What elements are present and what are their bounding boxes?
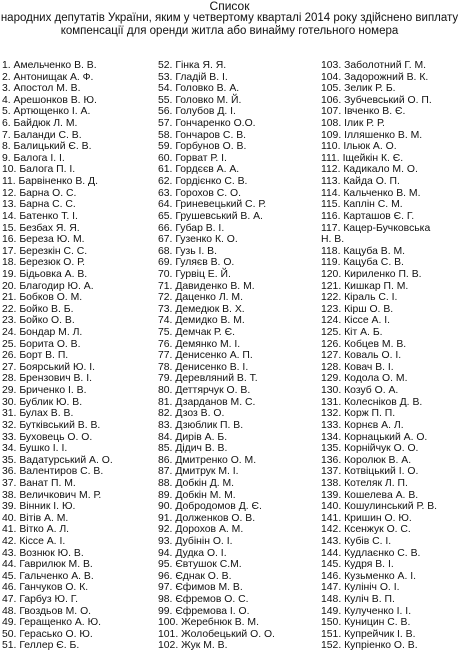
list-item: 51. Геллер Є. Б.: [2, 640, 80, 652]
list-item: 62. Гордієнко С. В.: [158, 176, 248, 188]
list-item: 68. Гузь І. В.: [158, 245, 217, 257]
list-item: 115. Каплін С. М.: [321, 199, 403, 211]
list-item: 102. Жук М. В.: [158, 640, 228, 652]
list-item: 15. Безбах Я. Я.: [2, 222, 80, 234]
list-item: 12. Барна О. С.: [2, 187, 77, 199]
list-item: 3. Апостол М. В.: [2, 83, 81, 95]
list-item: 134. Корнацький А. О.: [321, 431, 428, 443]
list-item: 13. Барна С. С.: [2, 199, 76, 211]
list-item: 31. Булах В. В.: [2, 408, 74, 420]
list-item: 105. Зелик Р. Б.: [321, 83, 396, 95]
list-item: 56. Голубов Д. І.: [158, 106, 236, 118]
list-item: 94. Дудка О. І.: [158, 547, 227, 559]
list-item: 21. Бобков О. М.: [2, 292, 83, 304]
list-item: 22. Бойко В. Б.: [2, 303, 74, 315]
list-item: 122. Кіраль С. І.: [321, 292, 398, 304]
list-item: 47. Гарбуз Ю. Г.: [2, 594, 79, 606]
list-item: 63. Горохов С. О.: [158, 187, 241, 199]
list-item: 64. Гриневецький С. Р.: [158, 199, 267, 211]
list-item: 130. Козуб О. А.: [321, 385, 399, 397]
list-item: 43. Вознюк Ю. В.: [2, 547, 84, 559]
list-item: 125. Кіт А. Б.: [321, 327, 383, 339]
list-item: 42. Кіссе А. І.: [2, 535, 66, 547]
subtitle-line: компенсації для оренди житла або винайму готельного номера: [60, 25, 399, 37]
list-item: 7. Баланди С. В.: [2, 129, 82, 141]
list-item: 97. Єфимов М. В.: [158, 582, 243, 594]
list-item: 88. Добкін Д. М.: [158, 477, 235, 489]
list-item: 59. Горбунов О. В.: [158, 141, 247, 153]
list-item: 58. Гончаров С. В.: [158, 129, 247, 141]
document-subtitle: [0, 12, 459, 38]
list-item: 99. Єфремова І. О.: [158, 605, 250, 617]
list-item: 141. Кришин О. Ю.: [321, 512, 412, 524]
names-column-1: [2, 60, 113, 652]
list-item: 28. Брензович В. І.: [2, 373, 92, 385]
list-item: 120. Кириленко П. В.: [321, 268, 422, 280]
list-item: 148. Куліч В. П.: [321, 594, 395, 606]
list-item: 137. Котвіцький І. О.: [321, 466, 419, 478]
list-item: 54. Головко В. А.: [158, 83, 240, 95]
list-item: 60. Горват Р. І.: [158, 152, 227, 164]
list-item: 8. Балицький Є. В.: [2, 141, 92, 153]
list-item: 71. Давиденко В. М.: [158, 280, 255, 292]
subtitle-line: народних депутатів України, яким у четвертому кварталі 2014 року здійснено виплату: [0, 12, 459, 24]
list-item: 75. Демчак Р. Є.: [158, 327, 236, 339]
list-item: 126. Кобцев М. В.: [321, 338, 407, 350]
list-item: 128. Ковач В. І.: [321, 361, 394, 373]
list-item: 49. Геращенко А. Ю.: [2, 617, 101, 629]
list-item: 84. Дирів А. Б.: [158, 431, 228, 443]
list-item: 113. Кайда О. П.: [321, 176, 400, 188]
list-item: 45. Гальченко А. В.: [2, 570, 94, 582]
list-item: 83. Дзюблик П. В.: [158, 419, 244, 431]
list-item: 29. Бриченко І. В.: [2, 385, 87, 397]
list-item: 10. Балога П. І.: [2, 164, 76, 176]
list-item: 66. Губар В. І.: [158, 222, 225, 234]
list-item: 81. Дзарданов М. С.: [158, 396, 256, 408]
list-item: 98. Єфремов О. С.: [158, 594, 249, 606]
list-item: 78. Денисенко В. І.: [158, 361, 249, 373]
list-item: 144. Кудлаєнко С. В.: [321, 547, 421, 559]
list-item: 24. Бондар М. Л.: [2, 327, 83, 339]
list-item: 93. Дубінін О. І.: [158, 535, 233, 547]
list-item: 67. Гузенко К. О.: [158, 234, 238, 246]
list-item: 111. Іщейкін К. Є.: [321, 152, 404, 164]
list-item: 87. Дмитрук М. І.: [158, 466, 239, 478]
list-item: 152. Купріенко О. В.: [321, 640, 418, 652]
list-item: 118. Кацуба В. М.: [321, 245, 406, 257]
list-item: 4. Арешонков В. Ю.: [2, 94, 97, 106]
list-item: 73. Демедюк В. Х.: [158, 303, 245, 315]
list-item: 17. Березкін С. С.: [2, 245, 88, 257]
list-item: 23. Бойко О. В.: [2, 315, 75, 327]
list-item: 90. Добродомов Д. Є.: [158, 501, 262, 513]
list-item: 116. Карташов Є. Г.: [321, 210, 415, 222]
list-item: 25. Борита О. В.: [2, 338, 81, 350]
list-item: 109. Ілляшенко В. М.: [321, 129, 423, 141]
list-item: 143. Кубів С. І.: [321, 535, 392, 547]
list-item: 82. Дзоз В. О.: [158, 408, 225, 420]
list-item: 124. Кіссе А. І.: [321, 315, 391, 327]
list-item: 106. Зубчевський О. П.: [321, 94, 432, 106]
list-item: 129. Кодола О. М.: [321, 373, 408, 385]
list-item: 91. Долженков О. В.: [158, 512, 256, 524]
list-item: 74. Демидко В. М.: [158, 315, 245, 327]
list-item: 16. Береза Ю. М.: [2, 234, 85, 246]
list-item: 133. Корнєв А. Л.: [321, 419, 404, 431]
list-item: 132. Корж П. П.: [321, 408, 396, 420]
list-item: 55. Головко М. Й.: [158, 94, 242, 106]
list-item: 131. Колесніков Д. В.: [321, 396, 423, 408]
list-item: 100. Жеребнюк В. М.: [158, 617, 259, 629]
list-item: 61. Гордєєв А. А.: [158, 164, 240, 176]
list-item: 136. Королюк В. А.: [321, 454, 412, 466]
list-item: 53. Гладій В. І.: [158, 71, 228, 83]
list-item: 27. Боярський Ю. І.: [2, 361, 96, 373]
list-item: 72. Даценко Л. М.: [158, 292, 243, 304]
list-item: 41. Вітко А. Л.: [2, 524, 70, 536]
list-item: 140. Кошулинський Р. В.: [321, 501, 438, 513]
list-item: 146. Кузьменко А. І.: [321, 570, 417, 582]
list-item: 121. Кишкар П. М.: [321, 280, 409, 292]
list-item: 103. Заболотний Г. М.: [321, 60, 427, 71]
list-item: 139. Кошелева А. В.: [321, 489, 419, 501]
list-item: 19. Бідьовка А. В.: [2, 268, 88, 280]
list-item: 46. Ганчуков О. К.: [2, 582, 89, 594]
list-item: 52. Гінка Я. Я.: [158, 60, 227, 71]
list-item: 39. Вінник І. Ю.: [2, 501, 76, 513]
list-item: 95. Євтушок С.М.: [158, 559, 242, 571]
list-item: 110. Ільюк А. О.: [321, 141, 397, 153]
list-item: 32. Бутківський В. В.: [2, 419, 101, 431]
list-item: 26. Борт В. П.: [2, 350, 69, 362]
list-item: 69. Гуляєв В. О.: [158, 257, 235, 269]
list-item: 44. Гаврилюк М. В.: [2, 559, 93, 571]
list-item: 57. Гончаренко О.О.: [158, 118, 256, 130]
list-item: 20. Благодир Ю. А.: [2, 280, 94, 292]
list-item: 112. Кадикало М. О.: [321, 164, 418, 176]
list-item: 127. Коваль О. І.: [321, 350, 402, 362]
list-item: 9. Балога І. І.: [2, 152, 65, 164]
list-item: 50. Герасько О. Ю.: [2, 628, 93, 640]
list-item: 104. Задорожний В. К.: [321, 71, 429, 83]
list-item: 135. Корнійчук О. О.: [321, 443, 419, 455]
list-item: 101. Жолобецький О. О.: [158, 628, 275, 640]
list-item: 114. Кальченко В. М.: [321, 187, 421, 199]
list-item: 34. Бушко І. І.: [2, 443, 68, 455]
list-item: 108. Ілик Р. Р.: [321, 118, 385, 130]
list-item: 77. Денисенко А. П.: [158, 350, 253, 362]
list-item: 80. Деттярчук О. В.: [158, 385, 251, 397]
list-item: 92. Дорохов А. М.: [158, 524, 244, 536]
list-item: 37. Ванат П. М.: [2, 477, 76, 489]
list-item: 151. Купрейчик І. В.: [321, 628, 416, 640]
names-column-2: [158, 60, 275, 652]
list-item: 89. Добкін М. М.: [158, 489, 236, 501]
list-item: 30. Бублик Ю. В.: [2, 396, 83, 408]
list-item: 86. Дмитренко О. М.: [158, 454, 257, 466]
list-item: 18. Березюк О. Р.: [2, 257, 85, 269]
list-item: 76. Демянко М. І.: [158, 338, 241, 350]
list-item: 119. Кацуба С. В.: [321, 257, 404, 269]
list-item: 48. Гвоздьов М. О.: [2, 605, 92, 617]
document-title: Список: [209, 0, 250, 13]
list-item: 6. Байдюк Л. М.: [2, 118, 78, 130]
list-item: 1. Амельченко В. В.: [2, 60, 97, 71]
list-item: 38. Величкович М. Р.: [2, 489, 102, 501]
list-item: 11. Барвіненко В. Д.: [2, 176, 98, 188]
list-item: 33. Буховець О. О.: [2, 431, 93, 443]
list-item: 147. Кулініч О. І.: [321, 582, 400, 594]
list-item: 96. Єднак О. В.: [158, 570, 232, 582]
list-item: 36. Валентиров С. В.: [2, 466, 104, 478]
names-column-3: [321, 60, 437, 652]
list-item: 142. Кcенжук О. С.: [321, 524, 411, 536]
list-item: 138. Котеляк Л. П.: [321, 477, 408, 489]
list-item: 117. Кацер-Бучковська: [321, 222, 431, 234]
list-item: 65. Грушевський В. А.: [158, 210, 263, 222]
list-item: 107. Івченко В. Є.: [321, 106, 406, 118]
list-item: 150. Куницин С. В.: [321, 617, 411, 629]
list-item: 2. Антонищак А. Ф.: [2, 71, 94, 83]
list-item: 79. Деревляний В. Т.: [158, 373, 258, 385]
list-item: 145. Кудря В. І.: [321, 559, 394, 571]
list-item: 40. Вітів А. М.: [2, 512, 69, 524]
list-item: Н. В.: [321, 234, 345, 246]
list-item: 149. Кулученко І. І.: [321, 605, 412, 617]
list-item: 35. Вадатурський А. О.: [2, 454, 113, 466]
list-item: 70. Гурвіц Е. Й.: [158, 268, 231, 280]
list-item: 14. Батенко Т. І.: [2, 210, 78, 222]
list-item: 5. Артющенко І. А.: [2, 106, 91, 118]
list-item: 123. Кірш О. В.: [321, 303, 394, 315]
list-item: 85. Дідич В. В.: [158, 443, 228, 455]
